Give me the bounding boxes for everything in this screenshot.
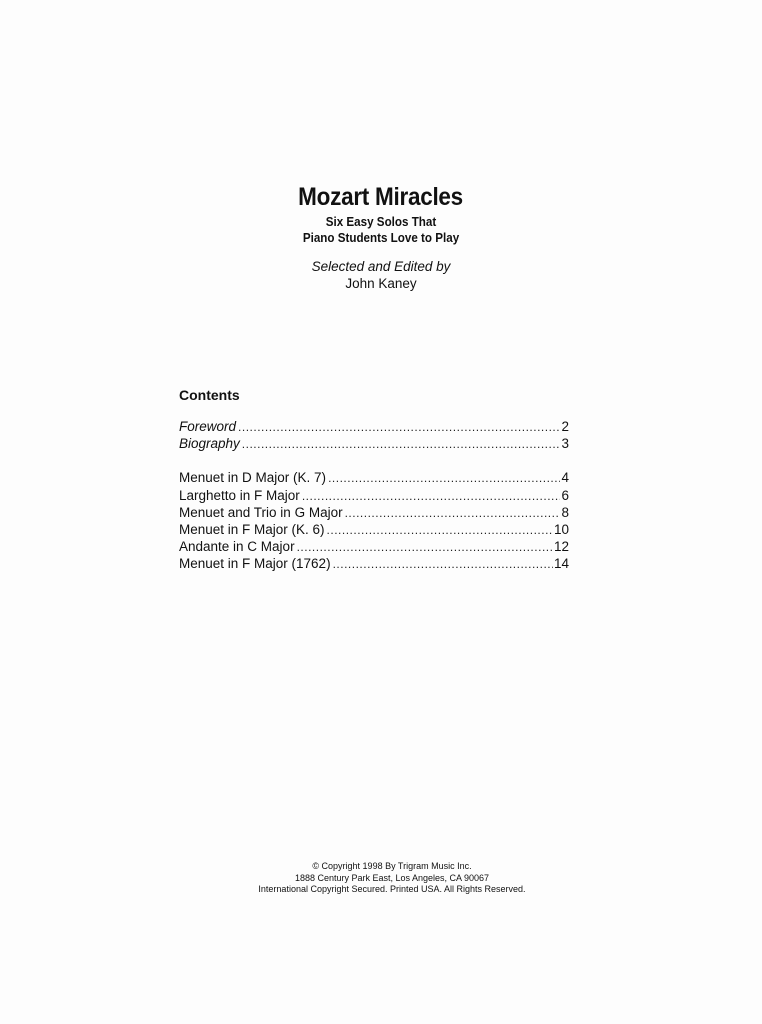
toc-entry-piece [179, 521, 569, 538]
dot-leader [302, 488, 561, 505]
dot-leader [327, 522, 553, 539]
dot-leader [238, 419, 560, 436]
toc-entry-title: Biography [179, 436, 240, 452]
toc-entry-page: 10 [553, 521, 569, 537]
toc-entry-title: Menuet in F Major (K. 6) [179, 521, 325, 537]
toc-entry-piece [179, 504, 569, 521]
toc-entry-page: 12 [553, 539, 569, 555]
subtitle-line-2: Piano Students Love to Play [302, 231, 460, 245]
toc-entry-page: 8 [561, 504, 569, 520]
table-of-contents [179, 386, 569, 590]
toc-entry-title: Menuet in F Major (1762) [179, 556, 331, 572]
copyright-notice [0, 861, 762, 896]
dot-leader [333, 556, 553, 573]
copyright-line-2: 1888 Century Park East, Los Angeles, CA 90067 [294, 872, 490, 883]
toc-entry-piece [179, 469, 569, 486]
toc-entry-foreword [179, 418, 569, 435]
dot-leader [328, 470, 560, 487]
subtitle-line-1: Six Easy Solos That [325, 215, 437, 229]
toc-entry-page: 4 [561, 470, 569, 486]
toc-entry-title: Menuet in D Major (K. 7) [179, 470, 327, 486]
toc-entry-piece [179, 555, 569, 572]
dot-leader [345, 505, 561, 522]
toc-entry-title: Larghetto in F Major [179, 487, 300, 503]
toc-entry-title: Foreword [179, 419, 237, 434]
toc-entry-title: Menuet and Trio in G Major [179, 504, 343, 520]
editor-credit [0, 258, 762, 292]
front-matter-list [179, 418, 569, 452]
editor-role: Selected and Edited by [311, 259, 451, 274]
toc-entry-page: 3 [561, 436, 569, 452]
editor-name: John Kaney [345, 276, 417, 291]
toc-entry-biography [179, 435, 569, 452]
book-title: Mozart Miracles [298, 183, 464, 211]
toc-entry-piece [179, 487, 569, 504]
copyright-line-3: International Copyright Secured. Printed USA. All Rights Reserved. [258, 884, 526, 894]
toc-entry-title: Andante in C Major [179, 539, 295, 555]
contents-heading: Contents [179, 387, 240, 403]
toc-entry-piece [179, 538, 569, 555]
toc-entry-page: 2 [561, 419, 569, 434]
dot-leader [297, 539, 553, 556]
dot-leader [242, 436, 561, 453]
title-block [0, 180, 762, 246]
toc-entry-page: 6 [561, 487, 569, 503]
pieces-list [179, 469, 569, 572]
toc-entry-page: 14 [553, 556, 569, 572]
copyright-line-1: © Copyright 1998 By Trigram Music Inc. [312, 861, 472, 871]
